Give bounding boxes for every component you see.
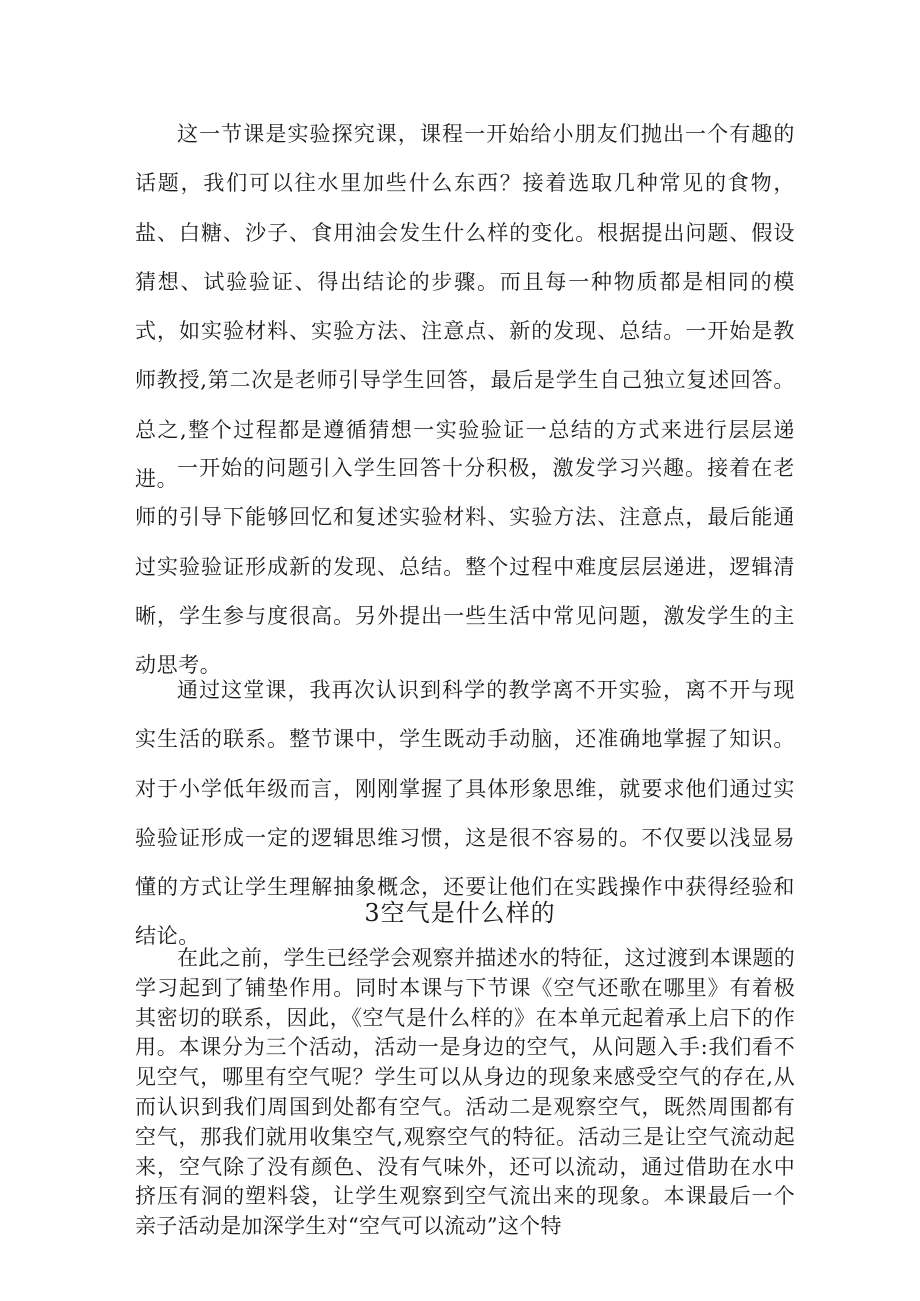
reflection-paragraph-1: 这一节课是实验探究课，课程一开始给小朋友们抛出一个有趣的话题，我们可以往水里加些什么东西？接着选取几种常见的食物，盐、白糖、沙子、食用油会发生什么样的变化。根据提出问题、假设猜想、试验验证、得出结论的步骤。而且每一种物质都是相同的模式，如实验材料、实验方法、注意点、新的发现、总结。一开始是教师教授,第二次是老师引导学生回答，最后是学生自己独立复述回答。总之,整个过程都是遵循猜想一实验验证一总结的方式来进行层层递进。 (135, 122, 795, 492)
reflection-paragraph-3: 通过这堂课，我再次认识到科学的教学离不开实验，离不开与现实生活的联系。整节课中，学生既动手动脑，还准确地掌握了知识。对于小学低年级而言，刚刚掌握了具体形象思维，就要求他们通过实验验证形成一定的逻辑思维习惯，这是很不容易的。不仅要以浅显易懂的方式让学生理解抽象概念，还要让他们在实践操作中获得经验和结论。 (135, 678, 795, 949)
section-paragraph: 在此之前，学生已经学会观察并描述水的特征，这过渡到本课题的学习起到了铺垫作用。同时本课与下节课《空气还歌在哪里》有着极其密切的联系，因此，《空气是什么样的》在本单元起着承上启下的作用。本课分为三个活动，活动一是身边的空气，从问题入手:我们看不见空气，哪里有空气呢？学生可以从身边的现象来感受空气的存在,从而认识到我们周国到处都有空气。活动二是观察空气，既然周围都有空气，那我们就用收集空气,观察空气的特征。活动三是让空气流动起来，空气除了没有颜色、没有气味外，还可以流动，通过借助在水中挤压有洞的塑料袋，让学生观察到空气流出来的现象。本课最后一个亲子活动是加深学生对“空气可以流动”这个特 (135, 946, 795, 1239)
section-heading: 3空气是什么样的 (364, 899, 556, 927)
reflection-paragraph-2: 一开始的问题引入学生回答十分积极，激发学习兴趣。接着在老师的引导下能够回忆和复述实验材料、实验方法、注意点，最后能通过实验验证形成新的发现、总结。整个过程中难度层层递进，逻辑清晰，学生参与度很高。另外提出一些生活中常见问题，激发学生的主动思考。 (135, 456, 795, 678)
